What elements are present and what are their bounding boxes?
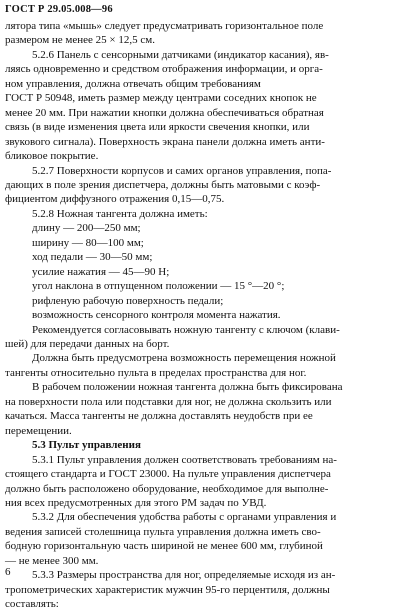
text-line: 5.3.3 Размеры пространства для ног, определяемые исходя из ан- <box>32 569 336 582</box>
text-line: ширину — 80—100 мм; <box>32 236 144 249</box>
text-line: 5.2.8 Ножная тангента должна иметь: <box>32 207 208 220</box>
text-line: 5.2.7 Поверхности корпусов и самих органов управления, попа- <box>32 164 332 177</box>
text-line: дающих в поле зрения диспетчера, должны быть матовыми с коэф- <box>5 178 321 191</box>
document-body <box>5 19 399 612</box>
text-line: — не менее 300 мм. <box>5 554 99 567</box>
page-number: 6 <box>5 566 11 578</box>
text-line: звукового сигнала). Поверхность экрана панели должна иметь анти- <box>5 135 325 148</box>
text-line: В рабочем положении ножная тангента должна быть фиксирована <box>32 381 343 394</box>
text-line: 5.3.1 Пульт управления должен соответствовать требованиям на- <box>32 453 337 466</box>
text-line: должно быть расположено оборудование, необходимое для выполне- <box>5 482 329 495</box>
text-line: фициентом диффузного отражения 0,15—0,75. <box>5 193 225 206</box>
text-line: 5.3.2 Для обеспечения удобства работы с органами управления и <box>32 511 337 524</box>
text-line: размером не менее 25 × 12,5 см. <box>5 34 155 47</box>
text-line: стоящего стандарта и ГОСТ 23000. На пульте управления диспетчера <box>5 468 331 481</box>
text-line: ГОСТ Р 50948, иметь размер между центрами соседних кнопок не <box>5 92 317 105</box>
document-header: ГОСТ Р 29.05.008—96 <box>5 4 113 15</box>
text-line: Должна быть предусмотрена возможность перемещения ножной <box>32 352 336 365</box>
text-line: лятора типа «мышь» следует предусматривать горизонтальное поле <box>5 20 324 32</box>
text-line: ведения записей столешница пульта управления должна иметь сво- <box>5 525 321 538</box>
text-line: качаться. Масса тангенты не должна доставлять неудобств при ее <box>5 410 313 423</box>
text-line: длину — 200—250 мм; <box>32 222 141 235</box>
section-heading: 5.3 Пульт управления <box>32 439 141 452</box>
text-line: бликовое покрытие. <box>5 150 99 163</box>
text-line: усилие нажатия — 45—90 Н; <box>32 265 170 278</box>
text-line: ляясь одновременно и средством отображения информации, и орга- <box>5 63 323 76</box>
text-line: тропометрических характеристик мужчин 95-го перцентиля, должны <box>5 583 330 596</box>
text-line: угол наклона в отпущенном положении — 15 °—20 °; <box>32 280 285 293</box>
text-line: связь (в виде изменения цвета или яркости свечения кнопки, или <box>5 121 310 134</box>
text-line: на поверхности пола или подставки для ног, не должна скользить или <box>5 395 332 408</box>
text-line: шей) для передачи данных на борт. <box>5 337 170 350</box>
text-line: рифленую рабочую поверхность педали; <box>32 294 224 307</box>
text-line: ном управления, должна отвечать общим требованиям <box>5 77 261 90</box>
text-line: тангенты относительно пульта в пределах пространства для ног. <box>5 366 307 379</box>
text-line: менее 20 мм. При нажатии кнопки должна обеспечиваться обратная <box>5 106 324 119</box>
text-line: составлять: <box>5 598 59 611</box>
text-line: перемещении. <box>5 424 72 437</box>
text-line: ния всех предусмотренных для этого РМ задач по УВД. <box>5 496 267 509</box>
text-line: 5.2.6 Панель с сенсорными датчиками (индикатор касания), яв- <box>32 48 329 61</box>
text-line: бодную горизонтальную часть шириной не менее 600 мм, глубиной <box>5 540 323 553</box>
text-line: возможность сенсорного контроля момента нажатия. <box>32 309 281 322</box>
text-line: Рекомендуется согласовывать ножную тангенту с ключом (клави- <box>32 323 340 336</box>
text-line: ход педали — 30—50 мм; <box>32 251 153 264</box>
